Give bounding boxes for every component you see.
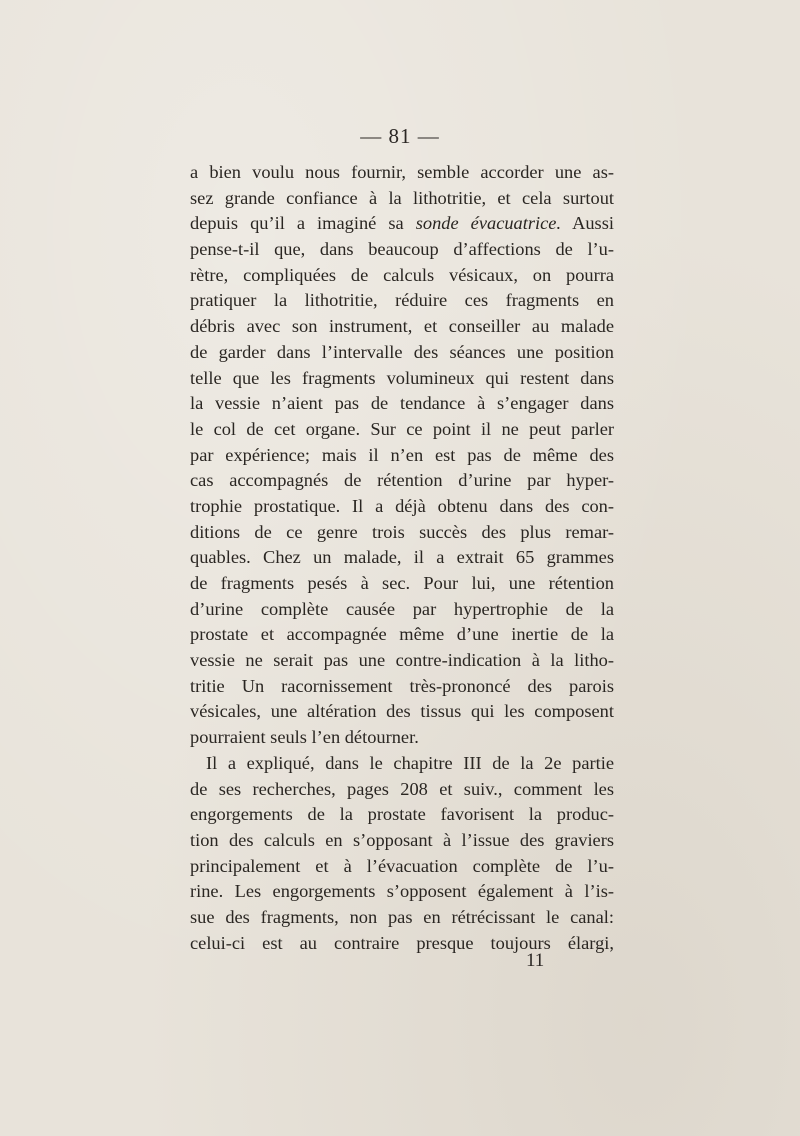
text-line: principalement et à l’évacuation complète de l’u- <box>190 855 614 876</box>
text-line: telle que les fragments volumineux qui restent dans <box>190 367 614 388</box>
text-line: ditions de ce genre trois succès des plus remar- <box>190 521 614 542</box>
text-line: la vessie n’aient pas de tendance à s’engager dans <box>190 393 614 414</box>
text-line: de fragments pesés à sec. Pour lui, une rétention <box>190 573 614 593</box>
page-number: — 81 — <box>360 124 440 148</box>
text-line: le col de cet organe. Sur ce point il ne peut parler <box>190 418 614 439</box>
text-line: tritie Un racornissement très-prononcé des parois <box>190 675 614 696</box>
text-line: celui-ci est au contraire presque toujours élargi, <box>190 932 614 953</box>
text-line: de garder dans l’intervalle des séances une position <box>190 341 614 362</box>
text-line: pense-t-il que, dans beaucoup d’affections de l’u- <box>190 239 614 260</box>
text-line: tion des calculs en s’opposant à l’issue des graviers <box>190 829 614 850</box>
text-line: a bien voulu nous fournir, semble accorder une as- <box>190 162 614 182</box>
text-line: sez grande confiance à la lithotritie, et cela surtout <box>190 187 614 208</box>
text-line: rine. Les engorgements s’opposent également à l’is- <box>190 881 614 902</box>
text-line: trophie prostatique. Il a déjà obtenu dans des con- <box>190 495 614 516</box>
text-line: par expérience; mais il n’en est pas de même des <box>190 444 614 465</box>
text-line: débris avec son instrument, et conseiller au malade <box>190 316 614 337</box>
text-line: vessie ne serait pas une contre-indication à la litho- <box>190 650 614 671</box>
text-line: sue des fragments, non pas en rétrécissant le canal: <box>190 906 614 927</box>
text-line: vésicales, une altération des tissus qui les composent <box>190 701 614 722</box>
paragraph-start-line: Il a expliqué, dans le chapitre III de la 2e partie <box>206 752 614 773</box>
paragraph-end-line: pourraient seuls l’en détourner. <box>190 727 419 748</box>
body-text <box>190 160 614 956</box>
text-line: engorgements de la prostate favorisent la produc- <box>190 804 614 825</box>
signature-mark: 11 <box>526 950 545 971</box>
text-line: pratiquer la lithotritie, réduire ces fragments en <box>190 290 614 311</box>
text-line: depuis qu’il a imaginé sa sonde évacuatrice. Aussi <box>190 213 614 234</box>
italic-term: sonde évacuatrice. <box>415 213 562 234</box>
text-line: prostate et accompagnée même d’une inertie de la <box>190 624 614 645</box>
text-line: d’urine complète causée par hypertrophie de la <box>190 598 614 619</box>
text-line: rètre, compliquées de calculs vésicaux, on pourra <box>190 264 614 285</box>
text-line: cas accompagnés de rétention d’urine par hyper- <box>190 470 614 491</box>
text-line: de ses recherches, pages 208 et suiv., comment les <box>190 778 614 799</box>
text-line: quables. Chez un malade, il a extrait 65 grammes <box>190 547 614 568</box>
